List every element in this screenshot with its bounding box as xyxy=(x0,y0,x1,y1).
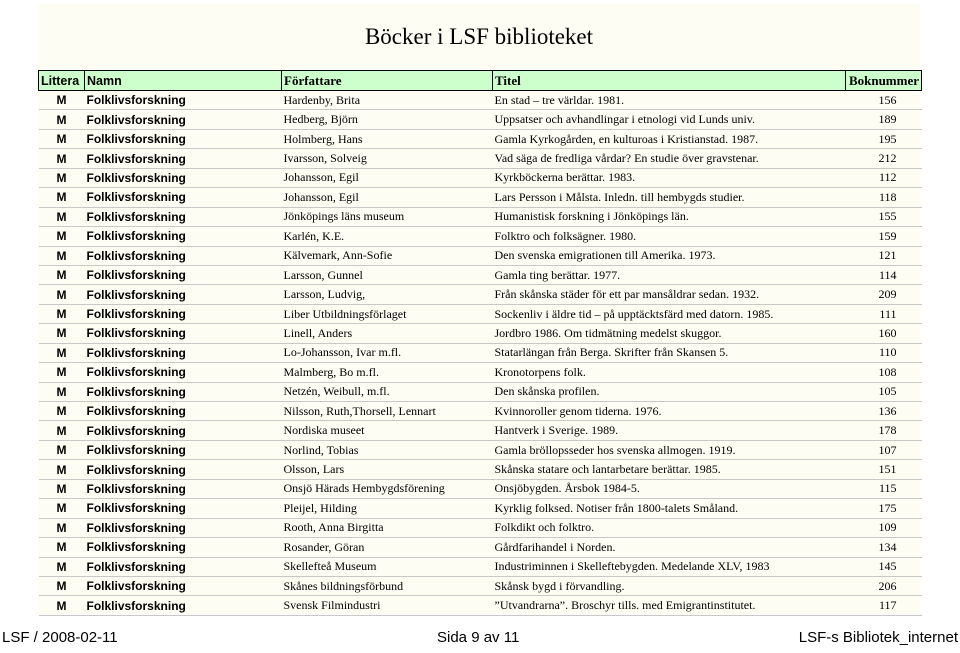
cell-forfattare: Norlind, Tobias xyxy=(282,440,493,459)
cell-namn: Folklivsforskning xyxy=(85,304,282,323)
cell-namn: Folklivsforskning xyxy=(85,382,282,401)
cell-littera: M xyxy=(39,110,85,129)
cell-namn: Folklivsforskning xyxy=(85,440,282,459)
cell-titel: Gamla bröllopsseder hos svenska allmogen. 1919. xyxy=(493,440,846,459)
cell-littera: M xyxy=(39,207,85,226)
cell-boknummer: 117 xyxy=(846,596,922,615)
cell-forfattare: Rosander, Göran xyxy=(282,538,493,557)
cell-namn: Folklivsforskning xyxy=(85,324,282,343)
cell-namn: Folklivsforskning xyxy=(85,110,282,129)
cell-forfattare: Liber Utbildningsförlaget xyxy=(282,304,493,323)
cell-boknummer: 209 xyxy=(846,285,922,304)
cell-titel: Den skånska profilen. xyxy=(493,382,846,401)
cell-namn: Folklivsforskning xyxy=(85,499,282,518)
header-namn: Namn xyxy=(85,71,282,91)
table-row xyxy=(39,499,922,518)
cell-littera: M xyxy=(39,285,85,304)
cell-titel: Humanistisk forskning i Jönköpings län. xyxy=(493,207,846,226)
cell-forfattare: Linell, Anders xyxy=(282,324,493,343)
cell-littera: M xyxy=(39,149,85,168)
cell-titel: Lars Persson i Målsta. Inledn. till hembygds studier. xyxy=(493,188,846,207)
cell-namn: Folklivsforskning xyxy=(85,343,282,362)
cell-forfattare: Malmberg, Bo m.fl. xyxy=(282,363,493,382)
header-forfattare: Författare xyxy=(282,71,493,91)
table-row xyxy=(39,129,922,148)
cell-boknummer: 206 xyxy=(846,576,922,595)
header-littera: Littera xyxy=(39,71,85,91)
cell-forfattare: Svensk Filmindustri xyxy=(282,596,493,615)
table-row xyxy=(39,188,922,207)
table-row xyxy=(39,207,922,226)
cell-boknummer: 175 xyxy=(846,499,922,518)
table-row xyxy=(39,149,922,168)
cell-littera: M xyxy=(39,576,85,595)
table-row xyxy=(39,518,922,537)
cell-littera: M xyxy=(39,246,85,265)
header-boknummer: Boknummer xyxy=(846,71,922,91)
cell-titel: Folktro och folksägner. 1980. xyxy=(493,227,846,246)
cell-forfattare: Jönköpings läns museum xyxy=(282,207,493,226)
cell-forfattare: Onsjö Härads Hembygdsförening xyxy=(282,479,493,498)
cell-boknummer: 134 xyxy=(846,538,922,557)
cell-forfattare: Larsson, Gunnel xyxy=(282,265,493,284)
cell-boknummer: 178 xyxy=(846,421,922,440)
cell-littera: M xyxy=(39,168,85,187)
cell-namn: Folklivsforskning xyxy=(85,518,282,537)
cell-littera: M xyxy=(39,227,85,246)
table-row xyxy=(39,479,922,498)
cell-boknummer: 110 xyxy=(846,343,922,362)
table-row xyxy=(39,343,922,362)
cell-titel: Från skånska städer för ett par mansåldrar sedan. 1932. xyxy=(493,285,846,304)
cell-boknummer: 159 xyxy=(846,227,922,246)
cell-forfattare: Olsson, Lars xyxy=(282,460,493,479)
cell-boknummer: 105 xyxy=(846,382,922,401)
table-row xyxy=(39,440,922,459)
cell-namn: Folklivsforskning xyxy=(85,91,282,110)
cell-namn: Folklivsforskning xyxy=(85,596,282,615)
cell-titel: Vad säga de fredliga vårdar? En studie över gravstenar. xyxy=(493,149,846,168)
cell-boknummer: 108 xyxy=(846,363,922,382)
cell-namn: Folklivsforskning xyxy=(85,246,282,265)
table-row xyxy=(39,538,922,557)
cell-forfattare: Kälvemark, Ann-Sofie xyxy=(282,246,493,265)
cell-boknummer: 115 xyxy=(846,479,922,498)
cell-littera: M xyxy=(39,343,85,362)
cell-boknummer: 155 xyxy=(846,207,922,226)
cell-littera: M xyxy=(39,518,85,537)
cell-boknummer: 114 xyxy=(846,265,922,284)
cell-forfattare: Johansson, Egil xyxy=(282,168,493,187)
table-row xyxy=(39,382,922,401)
cell-titel: Den svenska emigrationen till Amerika. 1973. xyxy=(493,246,846,265)
cell-boknummer: 151 xyxy=(846,460,922,479)
cell-titel: Gamla ting berättar. 1977. xyxy=(493,265,846,284)
cell-littera: M xyxy=(39,382,85,401)
cell-littera: M xyxy=(39,479,85,498)
cell-forfattare: Pleijel, Hilding xyxy=(282,499,493,518)
cell-boknummer: 195 xyxy=(846,129,922,148)
cell-littera: M xyxy=(39,363,85,382)
books-table xyxy=(38,70,922,616)
table-row xyxy=(39,168,922,187)
cell-boknummer: 156 xyxy=(846,91,922,110)
table-row xyxy=(39,557,922,576)
cell-littera: M xyxy=(39,129,85,148)
cell-namn: Folklivsforskning xyxy=(85,285,282,304)
cell-boknummer: 111 xyxy=(846,304,922,323)
cell-boknummer: 109 xyxy=(846,518,922,537)
header-titel: Titel xyxy=(493,71,846,91)
cell-namn: Folklivsforskning xyxy=(85,479,282,498)
table-row xyxy=(39,246,922,265)
table-row xyxy=(39,227,922,246)
cell-littera: M xyxy=(39,440,85,459)
cell-namn: Folklivsforskning xyxy=(85,460,282,479)
cell-namn: Folklivsforskning xyxy=(85,538,282,557)
cell-forfattare: Ivarsson, Solveig xyxy=(282,149,493,168)
table-row xyxy=(39,576,922,595)
cell-titel: Hantverk i Sverige. 1989. xyxy=(493,421,846,440)
cell-boknummer: 136 xyxy=(846,402,922,421)
cell-titel: Folkdikt och folktro. xyxy=(493,518,846,537)
table-row xyxy=(39,402,922,421)
cell-titel: Gårdfarihandel i Norden. xyxy=(493,538,846,557)
cell-namn: Folklivsforskning xyxy=(85,129,282,148)
cell-titel: Sockenliv i äldre tid – på upptäcktsfärd med datorn. 1985. xyxy=(493,304,846,323)
cell-namn: Folklivsforskning xyxy=(85,265,282,284)
cell-forfattare: Rooth, Anna Birgitta xyxy=(282,518,493,537)
cell-boknummer: 212 xyxy=(846,149,922,168)
footer-page-number: Sida 9 av 11 xyxy=(437,629,520,646)
cell-titel: Statarlängan från Berga. Skrifter från Skansen 5. xyxy=(493,343,846,362)
cell-namn: Folklivsforskning xyxy=(85,149,282,168)
table-row xyxy=(39,460,922,479)
cell-boknummer: 121 xyxy=(846,246,922,265)
cell-namn: Folklivsforskning xyxy=(85,168,282,187)
cell-forfattare: Skånes bildningsförbund xyxy=(282,576,493,595)
cell-boknummer: 189 xyxy=(846,110,922,129)
footer-right: LSF-s Bibliotek_internet xyxy=(798,629,958,646)
cell-littera: M xyxy=(39,596,85,615)
footer-left: LSF / 2008-02-11 xyxy=(2,629,118,646)
table-row xyxy=(39,363,922,382)
cell-titel: ”Utvandrarna”. Broschyr tills. med Emigrantinstitutet. xyxy=(493,596,846,615)
cell-forfattare: Netzén, Weibull, m.fl. xyxy=(282,382,493,401)
cell-namn: Folklivsforskning xyxy=(85,576,282,595)
cell-titel: Onsjöbygden. Årsbok 1984-5. xyxy=(493,479,846,498)
table-header-row xyxy=(39,71,922,91)
cell-namn: Folklivsforskning xyxy=(85,363,282,382)
cell-littera: M xyxy=(39,421,85,440)
cell-forfattare: Karlén, K.E. xyxy=(282,227,493,246)
table-row xyxy=(39,91,922,110)
cell-forfattare: Nilsson, Ruth,Thorsell, Lennart xyxy=(282,402,493,421)
cell-littera: M xyxy=(39,460,85,479)
cell-namn: Folklivsforskning xyxy=(85,207,282,226)
cell-littera: M xyxy=(39,91,85,110)
cell-forfattare: Hedberg, Björn xyxy=(282,110,493,129)
cell-boknummer: 160 xyxy=(846,324,922,343)
table-row xyxy=(39,596,922,615)
cell-titel: Jordbro 1986. Om tidmätning medelst skuggor. xyxy=(493,324,846,343)
cell-namn: Folklivsforskning xyxy=(85,557,282,576)
cell-titel: Skånsk bygd i förvandling. xyxy=(493,576,846,595)
cell-forfattare: Lo-Johansson, Ivar m.fl. xyxy=(282,343,493,362)
table-row xyxy=(39,265,922,284)
cell-littera: M xyxy=(39,557,85,576)
cell-forfattare: Skellefteå Museum xyxy=(282,557,493,576)
cell-littera: M xyxy=(39,188,85,207)
cell-forfattare: Hardenby, Brita xyxy=(282,91,493,110)
cell-littera: M xyxy=(39,538,85,557)
cell-forfattare: Johansson, Egil xyxy=(282,188,493,207)
cell-littera: M xyxy=(39,324,85,343)
cell-titel: Kyrkböckerna berättar. 1983. xyxy=(493,168,846,187)
cell-forfattare: Holmberg, Hans xyxy=(282,129,493,148)
cell-namn: Folklivsforskning xyxy=(85,188,282,207)
cell-namn: Folklivsforskning xyxy=(85,421,282,440)
cell-boknummer: 112 xyxy=(846,168,922,187)
cell-littera: M xyxy=(39,402,85,421)
cell-littera: M xyxy=(39,499,85,518)
cell-boknummer: 107 xyxy=(846,440,922,459)
table-row xyxy=(39,304,922,323)
cell-littera: M xyxy=(39,304,85,323)
table-row xyxy=(39,110,922,129)
cell-titel: Kronotorpens folk. xyxy=(493,363,846,382)
table-row xyxy=(39,324,922,343)
cell-namn: Folklivsforskning xyxy=(85,227,282,246)
table-row xyxy=(39,421,922,440)
cell-titel: Industriminnen i Skelleftebygden. Medelande XLV, 1983 xyxy=(493,557,846,576)
cell-boknummer: 118 xyxy=(846,188,922,207)
page-title: Böcker i LSF biblioteket xyxy=(364,24,594,49)
table-row xyxy=(39,285,922,304)
cell-littera: M xyxy=(39,265,85,284)
cell-boknummer: 145 xyxy=(846,557,922,576)
cell-titel: Kyrklig folksed. Notiser från 1800-talets Småland. xyxy=(493,499,846,518)
cell-titel: Kvinnoroller genom tiderna. 1976. xyxy=(493,402,846,421)
cell-namn: Folklivsforskning xyxy=(85,402,282,421)
cell-titel: Gamla Kyrkogården, en kulturoas i Kristianstad. 1987. xyxy=(493,129,846,148)
cell-forfattare: Larsson, Ludvig, xyxy=(282,285,493,304)
cell-titel: En stad – tre världar. 1981. xyxy=(493,91,846,110)
cell-titel: Skånska statare och lantarbetare berättar. 1985. xyxy=(493,460,846,479)
cell-titel: Uppsatser och avhandlingar i etnologi vid Lunds univ. xyxy=(493,110,846,129)
cell-forfattare: Nordiska museet xyxy=(282,421,493,440)
